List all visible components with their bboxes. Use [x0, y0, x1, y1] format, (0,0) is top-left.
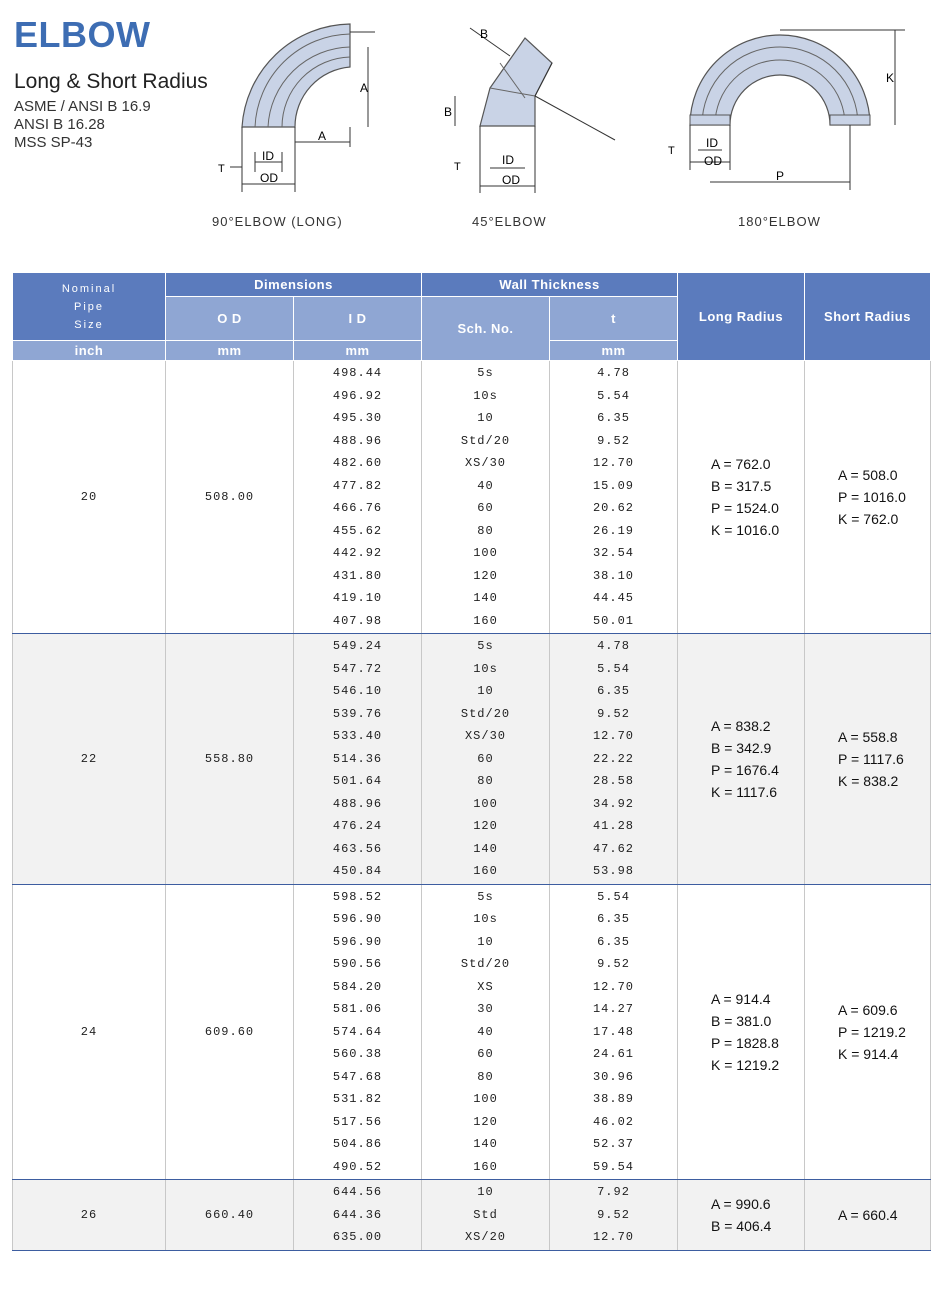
radius-value: A = 558.8	[838, 728, 898, 745]
dim-label-b: B	[444, 105, 453, 119]
radius-value: K = 838.2	[838, 772, 899, 789]
list-value: 498.44	[332, 366, 383, 380]
long-radius-cell	[678, 1180, 805, 1251]
list-value: 482.60	[332, 456, 383, 470]
dim-label-a: A	[318, 129, 327, 143]
table-row	[13, 1180, 931, 1251]
radius-value: P = 1016.0	[838, 489, 906, 505]
list-value: 38.10	[592, 568, 634, 583]
list-value: Std/20	[460, 433, 511, 448]
list-value: 10	[477, 411, 494, 425]
radius-value: K = 1016.0	[711, 522, 780, 538]
list-value: 47.62	[592, 841, 634, 856]
radius-value: A = 990.6	[711, 1195, 771, 1212]
list-value: 17.48	[592, 1024, 634, 1039]
list-value: 6.35	[597, 934, 630, 949]
list-value: 120	[473, 1114, 498, 1129]
list-value: 9.52	[597, 957, 630, 971]
long-radius-cell	[678, 361, 805, 634]
radius-value: B = 406.4	[711, 1217, 772, 1234]
list-value: 488.96	[332, 433, 383, 448]
header-short-radius: Short Radius	[805, 273, 931, 361]
list-value: 9.52	[597, 433, 630, 448]
long-radius-cell	[678, 884, 805, 1180]
radius-value: A = 508.0	[838, 467, 898, 483]
dim-label-t: T	[454, 161, 461, 173]
list-value: 501.64	[332, 774, 383, 788]
list-value: 46.02	[592, 1114, 634, 1129]
list-value: 644.36	[332, 1207, 383, 1222]
radius-value: P = 1117.6	[838, 750, 904, 767]
list-value: 466.76	[332, 501, 383, 515]
list-value: 442.92	[332, 546, 383, 560]
list-value: 407.98	[332, 613, 383, 628]
diagram-caption: 45°ELBOW	[472, 214, 547, 229]
radius-value: K = 914.4	[838, 1045, 899, 1062]
dim-label-od: OD	[704, 154, 722, 168]
radius-value: A = 660.4	[838, 1206, 898, 1223]
list-value: 160	[473, 613, 498, 628]
list-value: 455.62	[332, 523, 383, 538]
list-value: 6.35	[597, 684, 630, 698]
radius-value: K = 762.0	[838, 511, 899, 527]
elbow-45-diagram	[440, 18, 630, 198]
list-value: 30	[477, 1002, 494, 1016]
nominal-size-cell: 22	[13, 634, 166, 885]
radius-value: A = 609.6	[838, 1001, 898, 1018]
list-value: 463.56	[332, 841, 383, 856]
id-list	[294, 634, 422, 885]
elbow-dimension-table	[12, 272, 931, 1251]
list-value: 59.54	[592, 1159, 634, 1174]
list-value: 44.45	[592, 591, 634, 605]
radius-value: B = 342.9	[711, 739, 772, 756]
dim-label-id: ID	[262, 149, 274, 163]
dim-label-a: A	[360, 81, 369, 95]
radius-value: P = 1676.4	[711, 761, 779, 778]
sch-list	[422, 884, 550, 1180]
list-value: 549.24	[332, 639, 383, 653]
dim-label-b: B	[480, 27, 489, 41]
page-title: ELBOW	[14, 14, 151, 55]
list-value: 52.37	[592, 1137, 634, 1151]
list-value: 574.64	[332, 1024, 383, 1039]
table-row	[13, 361, 931, 634]
radius-value: A = 762.0	[711, 456, 771, 472]
dim-label-k: K	[886, 71, 895, 85]
list-value: 4.78	[597, 639, 630, 653]
short-radius-cell	[805, 1180, 931, 1251]
list-value: 5s	[477, 366, 494, 380]
list-value: 12.70	[592, 456, 634, 470]
list-value: 140	[473, 1137, 498, 1151]
list-value: 100	[473, 546, 498, 560]
list-value: 5.54	[597, 388, 630, 403]
list-value: 546.10	[332, 684, 383, 698]
list-value: 120	[473, 819, 498, 833]
dim-label-t: T	[218, 163, 225, 175]
list-value: 9.52	[597, 706, 630, 721]
page-subtitle: Long & Short Radius	[14, 70, 208, 93]
table-row	[13, 634, 931, 885]
short-radius-cell	[805, 884, 931, 1180]
dim-label-od: OD	[502, 173, 520, 187]
list-value: XS/20	[464, 1230, 506, 1244]
radius-value: K = 1117.6	[711, 783, 778, 800]
list-value: 60	[477, 751, 494, 766]
list-value: 5s	[477, 889, 494, 904]
list-value: 34.92	[592, 796, 634, 811]
od-cell: 558.80	[166, 634, 294, 885]
list-value: 488.96	[332, 796, 383, 811]
list-value: 50.01	[592, 613, 634, 628]
list-value: 596.90	[332, 934, 383, 949]
list-value: 60	[477, 501, 494, 515]
id-list	[294, 884, 422, 1180]
list-value: 635.00	[332, 1230, 383, 1244]
radius-value: P = 1219.2	[838, 1023, 906, 1040]
list-value: 477.82	[332, 478, 383, 493]
id-list	[294, 1180, 422, 1251]
list-value: 100	[473, 796, 498, 811]
list-value: 28.58	[592, 774, 634, 788]
unit-nominal: inch	[13, 341, 166, 361]
list-value: 490.52	[332, 1159, 383, 1174]
header-od: O D	[166, 297, 294, 341]
header-wall-thickness: Wall Thickness	[422, 273, 678, 297]
list-value: 53.98	[592, 864, 634, 878]
list-value: 10	[477, 934, 494, 949]
list-value: XS	[477, 979, 494, 994]
list-value: 496.92	[332, 388, 383, 403]
list-value: 560.38	[332, 1047, 383, 1061]
list-value: 10s	[473, 912, 498, 926]
list-value: 7.92	[597, 1185, 630, 1199]
list-value: 419.10	[332, 591, 383, 605]
list-value: Std	[473, 1207, 498, 1222]
unit-id: mm	[294, 341, 422, 361]
sch-list	[422, 1180, 550, 1251]
list-value: 38.89	[592, 1092, 634, 1106]
short-radius-cell	[805, 634, 931, 885]
sch-list	[422, 361, 550, 634]
header-id: I D	[294, 297, 422, 341]
table-row	[13, 884, 931, 1180]
list-value: 22.22	[592, 751, 634, 766]
list-value: 120	[473, 568, 498, 583]
list-value: 598.52	[332, 889, 383, 904]
list-value: 6.35	[597, 912, 630, 926]
list-value: 4.78	[597, 366, 630, 380]
nominal-size-cell: 20	[13, 361, 166, 634]
radius-value: A = 914.4	[711, 990, 771, 1007]
od-cell: 508.00	[166, 361, 294, 634]
list-value: 644.56	[332, 1185, 383, 1199]
list-value: 581.06	[332, 1002, 383, 1016]
list-value: 533.40	[332, 729, 383, 743]
diagram-caption: 180°ELBOW	[738, 214, 821, 229]
list-value: XS/30	[464, 456, 506, 470]
od-cell: 609.60	[166, 884, 294, 1180]
list-value: 12.70	[592, 979, 634, 994]
header-t: t	[550, 297, 678, 341]
elbow-180-diagram	[660, 20, 910, 200]
list-value: Std/20	[460, 957, 511, 971]
list-value: 590.56	[332, 957, 383, 971]
list-value: 531.82	[332, 1092, 383, 1106]
standard-line: ASME / ANSI B 16.9	[14, 98, 151, 115]
t-list	[550, 1180, 678, 1251]
list-value: 26.19	[592, 523, 634, 538]
radius-value: B = 317.5	[711, 478, 772, 494]
dim-label-id: ID	[706, 136, 718, 150]
dim-label-id: ID	[502, 153, 514, 167]
dim-label-od: OD	[260, 171, 278, 185]
list-value: 40	[477, 478, 494, 493]
t-list	[550, 634, 678, 885]
list-value: 12.70	[592, 1230, 634, 1244]
list-value: 160	[473, 1159, 498, 1174]
list-value: 539.76	[332, 706, 383, 721]
list-value: 140	[473, 841, 498, 856]
header-dimensions: Dimensions	[166, 273, 422, 297]
long-radius-cell	[678, 634, 805, 885]
list-value: 24.61	[592, 1047, 634, 1061]
nominal-size-cell: 24	[13, 884, 166, 1180]
list-value: 450.84	[332, 864, 383, 878]
t-list	[550, 884, 678, 1180]
list-value: 60	[477, 1047, 494, 1061]
unit-t: mm	[550, 341, 678, 361]
list-value: 5.54	[597, 889, 630, 904]
elbow-90-diagram	[210, 12, 400, 202]
list-value: 5s	[477, 639, 494, 653]
list-value: 12.70	[592, 729, 634, 743]
standard-line: ANSI B 16.28	[14, 116, 105, 133]
radius-value: B = 381.0	[711, 1012, 772, 1029]
od-cell: 660.40	[166, 1180, 294, 1251]
list-value: 41.28	[592, 819, 634, 833]
radius-value: P = 1828.8	[711, 1034, 779, 1051]
radius-value: A = 838.2	[711, 717, 771, 734]
list-value: 14.27	[592, 1002, 634, 1016]
list-value: 10	[477, 684, 494, 698]
list-value: 517.56	[332, 1114, 383, 1129]
list-value: 32.54	[592, 546, 634, 560]
radius-value: P = 1524.0	[711, 500, 779, 516]
list-value: 80	[477, 774, 494, 788]
diagram-caption: 90°ELBOW (LONG)	[212, 214, 343, 229]
unit-od: mm	[166, 341, 294, 361]
list-value: 10	[477, 1185, 494, 1199]
list-value: 514.36	[332, 751, 383, 766]
list-value: 20.62	[592, 501, 634, 515]
list-value: 30.96	[592, 1069, 634, 1084]
header-sch-no: Sch. No.	[422, 297, 550, 361]
list-value: 584.20	[332, 979, 383, 994]
list-value: 476.24	[332, 819, 383, 833]
t-list	[550, 361, 678, 634]
list-value: 495.30	[332, 411, 383, 425]
list-value: 596.90	[332, 912, 383, 926]
list-value: 504.86	[332, 1137, 383, 1151]
list-value: 160	[473, 864, 498, 878]
id-list	[294, 361, 422, 634]
radius-value: K = 1219.2	[711, 1056, 780, 1073]
list-value: 10s	[473, 388, 498, 403]
dim-label-t: T	[668, 145, 675, 157]
sch-list	[422, 634, 550, 885]
list-value: 547.72	[332, 661, 383, 676]
list-value: 140	[473, 591, 498, 605]
list-value: 5.54	[597, 661, 630, 676]
list-value: 80	[477, 1069, 494, 1084]
list-value: 15.09	[592, 478, 634, 493]
list-value: 6.35	[597, 411, 630, 425]
dim-label-p: P	[776, 169, 785, 183]
list-value: 9.52	[597, 1207, 630, 1222]
short-radius-cell	[805, 361, 931, 634]
list-value: Std/20	[460, 706, 511, 721]
standard-line: MSS SP-43	[14, 134, 93, 151]
header-long-radius: Long Radius	[678, 273, 805, 361]
list-value: 10s	[473, 661, 498, 676]
header-nominal-pipe-size: Nominal Pipe Size	[13, 273, 166, 341]
list-value: 100	[473, 1092, 498, 1106]
list-value: 80	[477, 523, 494, 538]
list-value: 547.68	[332, 1069, 383, 1084]
list-value: 40	[477, 1024, 494, 1039]
list-value: 431.80	[332, 568, 383, 583]
nominal-size-cell: 26	[13, 1180, 166, 1251]
list-value: XS/30	[464, 729, 506, 743]
